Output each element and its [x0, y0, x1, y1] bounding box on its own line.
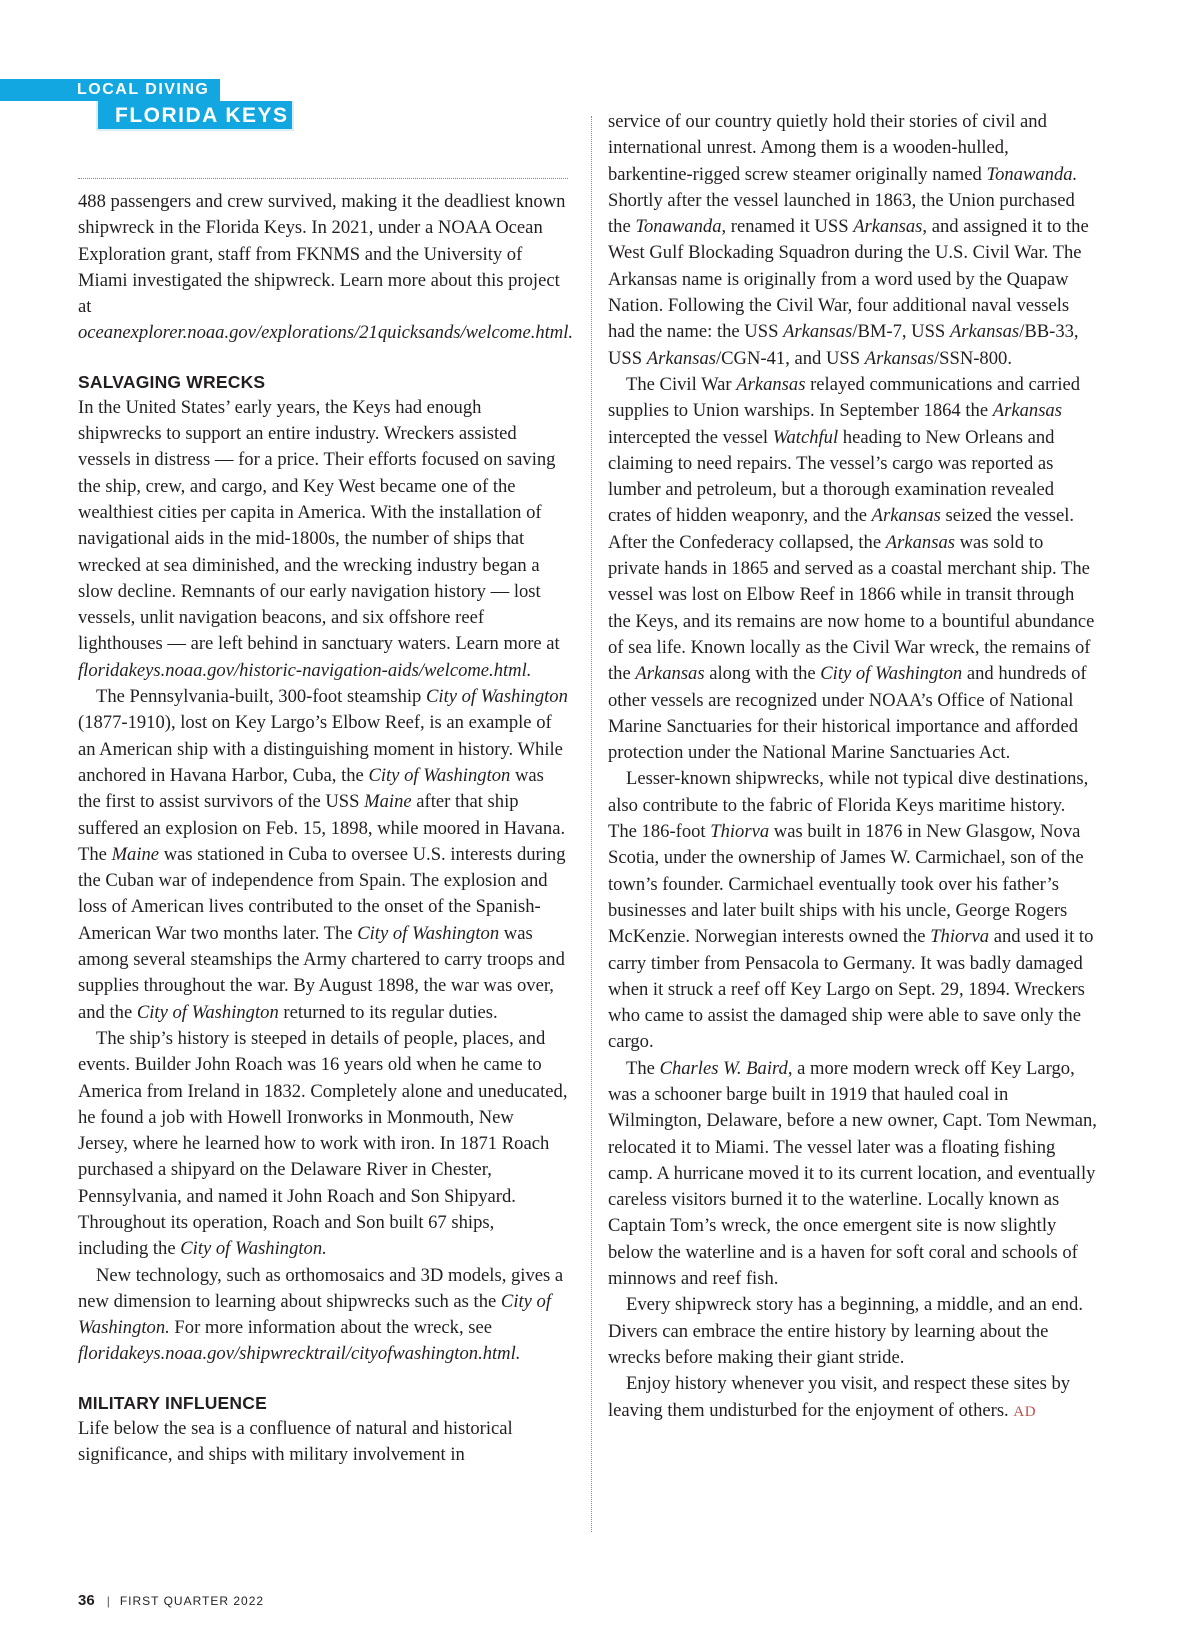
text-run: 488 passengers and crew survived, making it the deadliest known shipwreck in the Florida Keys. In 2021, under a NOAA Ocean Exploration grant, staff from FKNMS and the University of Miami investigated the shipwreck. Learn more about this project at [78, 191, 566, 318]
page-footer [78, 1592, 264, 1609]
italic-text: Arkansas [949, 321, 1020, 343]
text-run: relayed communications and carried supplies to Union warships. In September 1864 the [608, 373, 1081, 422]
paragraph-text [608, 1373, 1070, 1420]
text-run: was among several steamships the Army chartered to carry troops and supplies throughout the war. By August 1898, the war was over, and the [78, 922, 565, 1023]
text-run: along with the [704, 663, 821, 685]
text-run: Enjoy history whenever you visit, and respect these sites by leaving them undisturbed for the enjoyment of others. [608, 1373, 1071, 1421]
text-run: seized the vessel. After the Confederacy collapsed, the [608, 505, 1075, 553]
italic-text: floridakeys.noaa.gov/shipwrecktrail/cityofwashington.html. [78, 1343, 521, 1365]
paragraph [78, 395, 568, 684]
paragraph [608, 1292, 1098, 1371]
paragraph [608, 766, 1098, 1055]
text-run: was sold to private hands in 1865 and served as a coastal merchant ship. The vessel was lost on Elbow Reef in 1866 while in transit through the Keys, and its remains are now home to a bountiful abundance of sea life. Known locally as the Civil War wreck, the remains of the [608, 531, 1095, 685]
text-run: The Civil War [626, 373, 737, 395]
text-run: In the United States’ early years, the Keys had enough shipwrecks to support an entire industry. Wreckers assisted vessels in distress — for a price. Their efforts focused on saving the ship, crew, and cargo, and Key West became one of the wealthiest cities per capita in America. With the installation of navigational aids in the mid-1800s, the number of ships that wrecked at sea diminished, and the wrecking industry began a slow decline. Remnants of our early navigation history — lost vessels, unlit navigation beacons, and six offshore reef lighthouses — are left behind in sanctuary waters. Learn more at [78, 396, 560, 655]
paragraph [78, 684, 568, 1026]
italic-text: City of Washington [368, 764, 511, 786]
italic-text: Watchful [772, 426, 839, 448]
paragraph [608, 1056, 1098, 1293]
italic-text: Arkansas [646, 347, 716, 369]
text-run: Shortly after the vessel launched in 1863, the Union purchased the [608, 189, 1075, 238]
text-run: , a more modern wreck off Key Largo, was a schooner barge built in 1919 that hauled coal in Wilmington, Delaware, before a new owner, Capt. Tom Newman, relocated it to Miami. The vessel later was a floating fishing camp. A hurricane moved it to its current location, and eventually careless visitors burned it to the waterline. Locally known as Captain Tom’s wreck, the once emergent site is now slightly below the waterline and is a haven for soft coral and schools of minnows and reef fish. [608, 1057, 1097, 1290]
italic-text: Arkansas [853, 216, 923, 238]
text-run: , renamed it USS [721, 216, 854, 238]
text-run: /SSN-800. [933, 347, 1012, 369]
text-run: returned to its regular duties. [278, 1001, 498, 1023]
text-run: intercepted the vessel [608, 426, 773, 448]
text-run: Lesser-known shipwrecks, while not typical dive destinations, also contribute to the fabric of Florida Keys maritime history. The 186-foot [608, 768, 1089, 843]
italic-text: floridakeys.noaa.gov/historic-navigation-aids/welcome.html. [78, 659, 532, 681]
footer-separator: | [106, 1594, 110, 1608]
paragraph [78, 1263, 568, 1368]
text-run: , and assigned it to the West Gulf Blockading Squadron during the U.S. Civil War. The Arkansas name is originally from a word used by the Quapaw Nation. Following the Civil War, four additional naval vessels had the name: the USS [608, 216, 1089, 343]
text-run: service of our country quietly hold their stories of civil and international unrest. Among them is a wooden-hulled, barkentine-rigged screw steamer originally named [608, 111, 1047, 185]
italic-text: City of Washington. [78, 1290, 552, 1339]
text-run: /BM-7, USS [852, 321, 950, 343]
italic-text: Arkansas [635, 663, 705, 685]
italic-text: City of Washington [357, 922, 500, 944]
italic-text: Thiorva [930, 926, 990, 948]
left-column [78, 189, 574, 1468]
issue-label: FIRST QUARTER 2022 [119, 1594, 265, 1608]
header-rule [78, 178, 568, 179]
italic-text: Arkansas [871, 505, 941, 527]
italic-text: City of Washington. [180, 1238, 327, 1260]
section-category: LOCAL DIVING [0, 79, 220, 101]
italic-text: Arkansas [885, 531, 955, 553]
text-run: For more information about the wreck, see [169, 1317, 492, 1339]
text-run: /CGN-41, and USS [715, 347, 865, 369]
paragraph-final [608, 1371, 1098, 1425]
text-run: The ship’s history is steeped in details of people, places, and events. Builder John Roach was 16 years old when he came to America from Ireland in 1832. Completely alone and uneducated, he found a job with Howell Ironworks in Monmouth, New Jersey, where he learned how to work with iron. In 1871 Roach purchased a shipyard on the Delaware River in Chester, Pennsylvania, and named it John Roach and Son Shipyard. Throughout its operation, Roach and Son built 67 ships, including the [78, 1027, 568, 1260]
italic-text: Arkansas [783, 321, 853, 343]
page-number: 36 [78, 1592, 95, 1609]
text-run: was built in 1876 in New Glasgow, Nova Scotia, under the ownership of James W. Carmichael, son of the town’s founder. Carmichael eventually took over his father’s businesses and later built ships with his uncle, George Rogers McKenzie. Norwegian interests owned the [608, 821, 1084, 948]
right-column [608, 109, 1098, 1425]
text-run: Every shipwreck story has a beginning, a middle, and an end. Divers can embrace the entire history by learning about the wrecks before making their giant stride. [608, 1294, 1083, 1368]
text-run: was stationed in Cuba to oversee U.S. interests during the Cuban war of independence from Spain. The explosion and loss of American lives contributed to the onset of the Spanish-American War two months later. The [78, 843, 566, 944]
italic-text: City of Washington [820, 663, 963, 685]
text-run: New technology, such as orthomosaics and 3D models, gives a new dimension to learning about shipwrecks such as the [78, 1264, 564, 1312]
italic-text: Tonawanda [635, 216, 722, 238]
paragraph [608, 372, 1098, 766]
text-run: The Pennsylvania-built, 300-foot steamship [96, 686, 426, 708]
italic-text: Arkansas [736, 373, 806, 395]
italic-text: Arkansas [864, 347, 934, 369]
text-run: Life below the sea is a confluence of natural and historical significance, and ships with military involvement in [78, 1417, 513, 1466]
section-title: FLORIDA KEYS [96, 101, 294, 131]
italic-text: City of Washington [136, 1001, 279, 1023]
italic-text: Tonawanda. [986, 163, 1078, 185]
italic-text: Thiorva [710, 821, 770, 843]
column-divider [591, 116, 592, 1532]
end-mark: AD [1013, 1403, 1037, 1420]
italic-text: oceanexplorer.noaa.gov/explorations/21quicksands/welcome.html. [78, 322, 574, 344]
text-run: (1877-1910), lost on Key Largo’s Elbow Reef, is an example of an American ship with a distinguishing moment in history. While anchored in Havana Harbor, Cuba, the [78, 712, 563, 786]
text-run: and hundreds of other vessels are recognized under NOAA’s Office of National Marine Sanctuaries for their historical importance and afforded protection under the National Marine Sanctuaries Act. [608, 663, 1087, 764]
text-run: /BB-33, USS [608, 321, 1079, 369]
paragraph [78, 189, 574, 347]
italic-text: Arkansas [992, 400, 1062, 422]
italic-text: Charles W. Baird [659, 1057, 788, 1079]
section-tag [0, 79, 294, 131]
text-run: heading to New Orleans and claiming to need repairs. The vessel’s cargo was reported as lumber and petroleum, but a thorough examination revealed crates of hidden weaponry, and the [608, 426, 1055, 527]
text-run: and used it to carry timber from Pensacola to Germany. It was badly damaged when it struck a reef off Key Largo on Sept. 29, 1894. Wreckers who came to assist the damaged ship were able to save only the cargo. [608, 926, 1094, 1053]
heading-salvaging-wrecks: SALVAGING WRECKS [78, 371, 266, 392]
paragraph [78, 1416, 568, 1469]
text-run: was the first to assist survivors of the USS [78, 764, 544, 813]
text-run: after that ship suffered an explosion on Feb. 15, 1898, while moored in Havana. The [78, 791, 566, 865]
paragraph [608, 109, 1098, 372]
italic-text: Maine [111, 843, 160, 865]
italic-text: Maine [364, 791, 412, 813]
heading-military-influence: MILITARY INFLUENCE [78, 1392, 267, 1413]
italic-text: City of Washington [426, 686, 568, 708]
paragraph [78, 1026, 568, 1263]
text-run: The [626, 1057, 660, 1079]
